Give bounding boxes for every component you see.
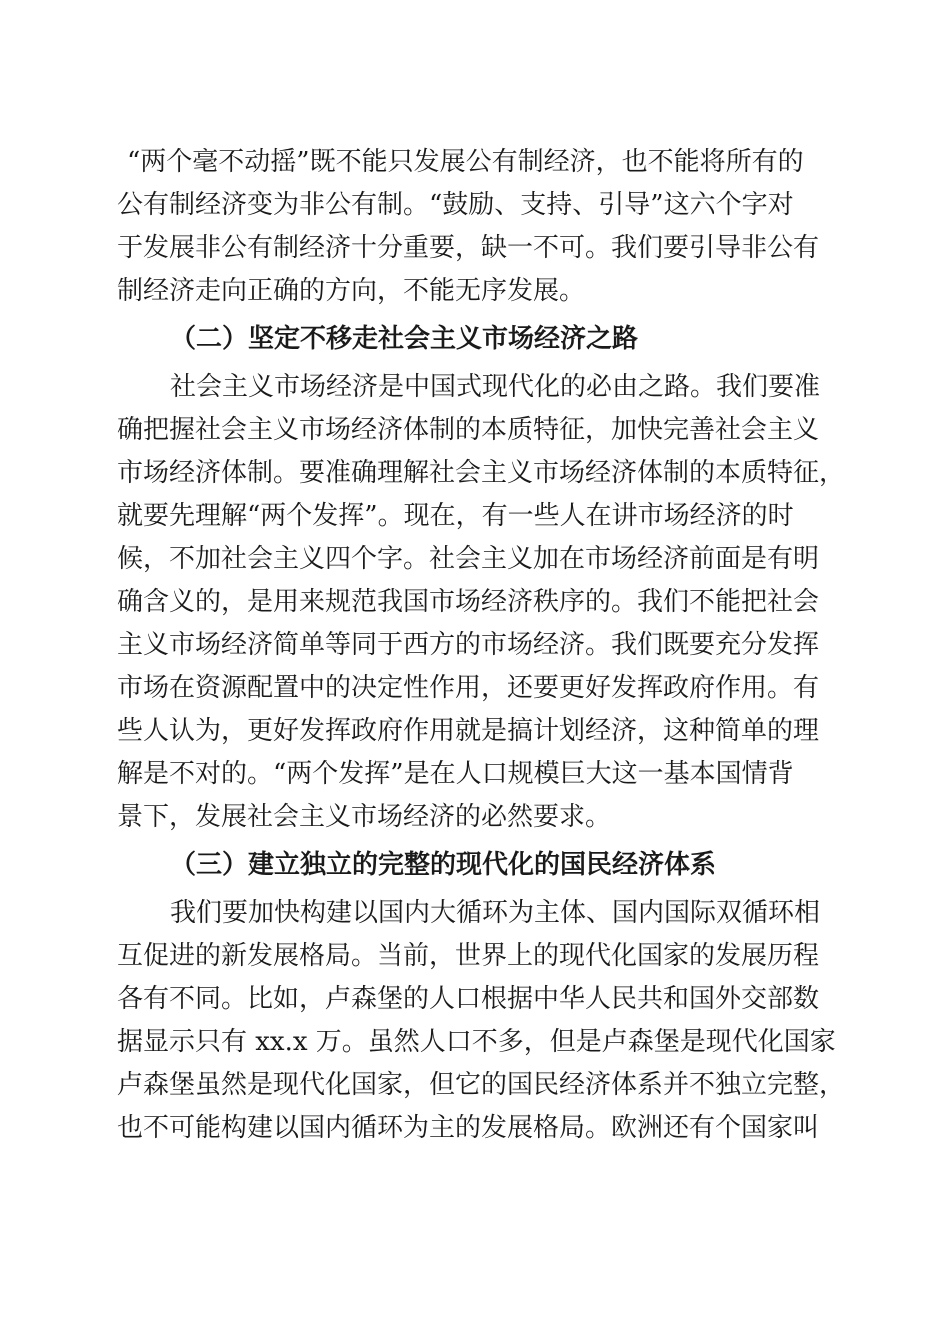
paragraph-line: 社会主义市场经济是中国式现代化的必由之路。我们要准	[170, 372, 821, 402]
paragraph-line: 就要先理解“两个发挥”。现在，有一些人在讲市场经济的时	[117, 501, 794, 531]
paragraph-line: 主义市场经济简单等同于西方的市场经济。我们既要充分发挥	[117, 630, 820, 660]
paragraph-line: 市场在资源配置中的决定性作用，还要更好发挥政府作用。有	[117, 673, 820, 703]
paragraph-line: 于发展非公有制经济十分重要，缺一不可。我们要引导非公有	[117, 233, 820, 263]
paragraph-line: 制经济走向正确的方向，不能无序发展。	[117, 276, 586, 306]
paragraph-line: 互促进的新发展格局。当前，世界上的现代化国家的发展历程	[117, 941, 820, 971]
paragraph-line: 也不可能构建以国内循环为主的发展格局。欧洲还有个国家叫	[117, 1113, 820, 1143]
section-heading-2: （二）坚定不移走社会主义市场经济之路	[170, 324, 639, 354]
paragraph-line: 卢森堡虽然是现代化国家，但它的国民经济体系并不独立完整，	[117, 1070, 846, 1100]
paragraph-line: 候，不加社会主义四个字。社会主义加在市场经济前面是有明	[117, 544, 820, 574]
paragraph-line: 公有制经济变为非公有制。“鼓励、支持、引导”这六个字对	[117, 190, 794, 220]
paragraph-line: 确含义的，是用来规范我国市场经济秩序的。我们不能把社会	[117, 587, 820, 617]
paragraph-line: 景下，发展社会主义市场经济的必然要求。	[117, 802, 612, 832]
paragraph-line: 解是不对的。“两个发挥”是在人口规模巨大这一基本国情背	[117, 759, 794, 789]
paragraph-line: 据显示只有 xx.x 万。虽然人口不多，但是卢森堡是现代化国家	[117, 1027, 836, 1057]
paragraph-line: 市场经济体制。要准确理解社会主义市场经济体制的本质特征，	[117, 458, 846, 488]
paragraph-line: 我们要加快构建以国内大循环为主体、国内国际双循环相	[170, 898, 821, 928]
paragraph-line: 些人认为，更好发挥政府作用就是搞计划经济，这种简单的理	[117, 716, 820, 746]
paragraph-line: “两个毫不动摇”既不能只发展公有制经济，也不能将所有的	[127, 147, 804, 177]
section-heading-3: （三）建立独立的完整的现代化的国民经济体系	[170, 850, 717, 880]
paragraph-line: 确把握社会主义市场经济体制的本质特征，加快完善社会主义	[117, 415, 820, 445]
paragraph-line: 各有不同。比如，卢森堡的人口根据中华人民共和国外交部数	[117, 984, 820, 1014]
